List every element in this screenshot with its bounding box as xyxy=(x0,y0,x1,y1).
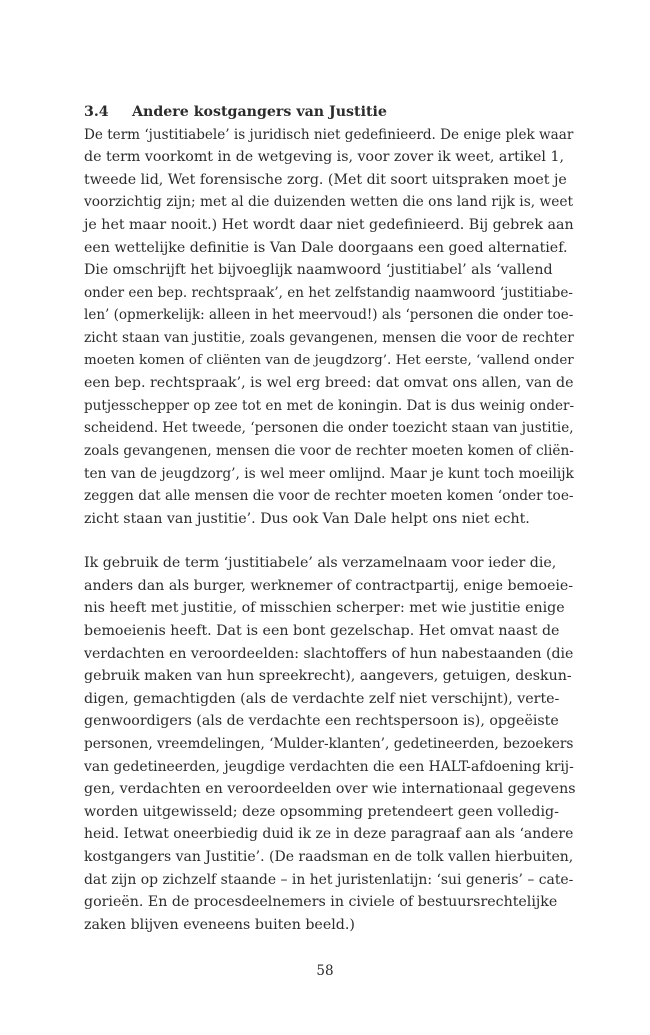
paragraph-line: een bep. rechtspraak’, is wel erg breed: dat omvat ons allen, van de xyxy=(84,375,574,392)
paragraph-line: van gedetineerden, jeugdige verdachten die een HALT-afdoening krij- xyxy=(84,758,574,775)
paragraph-line: De term ‘justitiabele’ is juridisch niet gedefinieerd. De enige plek waar xyxy=(84,126,574,143)
paragraph-line: len’ (opmerkelijk: alleen in het meervoud!) als ‘personen die onder toe- xyxy=(84,307,574,324)
paragraph-line: een wettelijke definitie is Van Dale doorgaans een goed alternatief. xyxy=(84,239,568,256)
paragraph-line: zoals gevangenen, mensen die voor de rechter moeten komen of cliën- xyxy=(84,442,574,459)
paragraph-line: gorieën. En de procesdeelnemers in civiele of bestuursrechtelijke xyxy=(84,894,558,911)
paragraph-line: de term voorkomt in de wetgeving is, voor zover ik weet, artikel 1, xyxy=(84,149,564,166)
paragraph-2 xyxy=(84,552,576,936)
section-heading xyxy=(84,101,576,124)
paragraph-line: worden uitgewisseld; deze opsomming pretendeert geen volledig- xyxy=(84,803,559,820)
paragraph-line: personen, vreemdelingen, ‘Mulder-klanten’, gedetineerden, bezoekers xyxy=(84,736,574,753)
paragraph-line: bemoeienis heeft. Dat is een bont gezelschap. Het omvat naast de xyxy=(84,623,560,640)
paragraph-line: voorzichtig zijn; met al die duizenden wetten die ons land rijk is, weet xyxy=(84,194,574,211)
paragraph-line: verdachten en veroordeelden: slachtoffers of hun nabestaanden (die xyxy=(84,645,574,662)
paragraph-line: zeggen dat alle mensen die voor de rechter moeten komen ‘onder toe- xyxy=(84,488,574,505)
paragraph-line: dat zijn op zichzelf staande – in het juristenlatijn: ‘sui generis’ – cate- xyxy=(84,871,574,888)
page-content xyxy=(84,101,576,936)
paragraph-line: scheidend. Het tweede, ‘personen die onder toezicht staan van justitie, xyxy=(84,420,574,437)
paragraph-line: Die omschrijft het bijvoeglijk naamwoord ‘justitiabel’ als ‘vallend xyxy=(84,262,553,279)
paragraph-line: heid. Ietwat oneerbiedig duid ik ze in deze paragraaf aan als ‘andere xyxy=(84,826,574,843)
section-number: 3.4 xyxy=(84,104,109,120)
paragraph-line: genwoordigers (als de verdachte een rechtspersoon is), opgeëiste xyxy=(84,713,559,730)
page-number: 58 xyxy=(316,963,334,979)
paragraph-line: nis heeft met justitie, of misschien scherper: met wie justitie enige xyxy=(84,600,565,617)
paragraph-line: digen, gemachtigden (als de verdachte zelf niet verschijnt), verte- xyxy=(84,690,560,707)
paragraph-line: zicht staan van justitie, zoals gevangenen, mensen die voor de rechter xyxy=(84,329,574,346)
paragraph-spacer xyxy=(84,530,576,552)
paragraph-line: putjesschepper op zee tot en met de koningin. Dat is dus weinig onder- xyxy=(84,397,575,414)
paragraph-line: je het maar nooit.) Het wordt daar niet gedefinieerd. Bij gebrek aan xyxy=(84,216,574,233)
paragraph-line: anders dan als burger, werknemer of contractpartij, enige bemoeie- xyxy=(84,577,574,594)
paragraph-line: onder een bep. rechtspraak’, en het zelfstandig naamwoord ‘justitiabe- xyxy=(84,284,573,301)
paragraph-line: gebruik maken van hun spreekrecht), aangevers, getuigen, deskun- xyxy=(84,668,572,685)
paragraph-line: moeten komen of cliënten van de jeugdzorg’. Het eerste, ‘vallend onder xyxy=(84,352,574,368)
paragraph-line: Ik gebruik de term ‘justitiabele’ als verzamelnaam voor ieder die, xyxy=(84,555,557,572)
paragraph-line: gen, verdachten en veroordeelden over wie internationaal gegevens xyxy=(84,781,576,798)
paragraph-line: tweede lid, Wet forensische zorg. (Met dit soort uitspraken moet je xyxy=(84,171,567,188)
paragraph-line: zicht staan van justitie’. Dus ook Van Dale helpt ons niet echt. xyxy=(84,510,530,527)
paragraph-line: zaken blijven eveneens buiten beeld.) xyxy=(84,916,355,933)
paragraph-line: ten van de jeugdzorg’, is wel meer omlijnd. Maar je kunt toch moeilijk xyxy=(84,465,574,482)
section-title: Andere kostgangers van Justitie xyxy=(132,104,387,120)
paragraph-line: kostgangers van Justitie’. (De raadsman en de tolk vallen hierbuiten, xyxy=(84,849,574,865)
paragraph-1 xyxy=(84,124,576,531)
